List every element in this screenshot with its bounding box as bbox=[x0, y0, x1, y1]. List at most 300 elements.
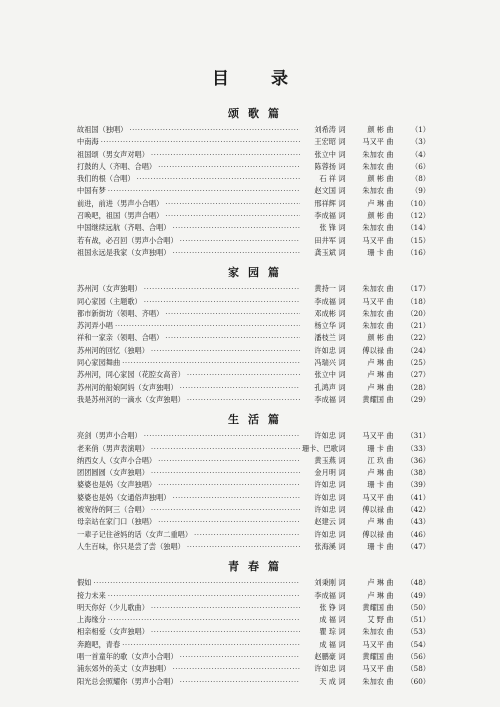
toc-entry[interactable] bbox=[77, 455, 430, 467]
page-number: （18） bbox=[406, 296, 430, 306]
dot-leader bbox=[108, 185, 300, 197]
lyric-label: 词 bbox=[338, 480, 346, 490]
composer-label: 曲 bbox=[386, 480, 394, 490]
composer: 卢 琳 bbox=[367, 358, 384, 368]
lyric-label: 词 bbox=[338, 676, 346, 686]
composer: 马又平 bbox=[362, 431, 384, 441]
dot-leader bbox=[137, 173, 300, 185]
lyric-label: 词 bbox=[338, 443, 346, 453]
dot-leader bbox=[122, 639, 300, 651]
song-title: 阳光总会照耀你（男声小合唱） bbox=[77, 676, 178, 686]
lyric-label: 词 bbox=[338, 505, 346, 515]
toc-section bbox=[77, 106, 430, 259]
song-title: 前进，前进（男声小合唱） bbox=[77, 198, 164, 208]
page-number: （41） bbox=[406, 492, 430, 502]
lyricist: 刘秉刚 bbox=[314, 578, 336, 588]
page-number: （51） bbox=[406, 615, 430, 625]
toc-entry[interactable] bbox=[77, 430, 430, 442]
composer-label: 曲 bbox=[386, 247, 394, 257]
toc-entry[interactable] bbox=[77, 394, 430, 406]
song-title: 中南海 bbox=[77, 137, 99, 147]
dot-leader bbox=[158, 455, 300, 467]
composer-label: 曲 bbox=[386, 370, 394, 380]
dot-leader bbox=[144, 430, 300, 442]
dot-leader bbox=[165, 332, 300, 344]
lyricist: 冯瑞兴 bbox=[314, 358, 336, 368]
toc-entry[interactable] bbox=[77, 149, 430, 161]
dot-leader bbox=[108, 614, 300, 626]
lyricist: 赵建云 bbox=[314, 517, 336, 527]
composer-label: 曲 bbox=[386, 627, 394, 637]
toc-entry[interactable] bbox=[77, 222, 430, 234]
lyricist: 陈蓉扬 bbox=[314, 161, 336, 171]
lyricist: 许如忠 bbox=[314, 664, 336, 674]
composer-label: 曲 bbox=[386, 541, 394, 551]
song-title: 若有战，必召回（男声小合唱） bbox=[77, 235, 178, 245]
composer: 傅以禄 bbox=[362, 529, 384, 539]
composer-label: 曲 bbox=[386, 505, 394, 515]
lyric-label: 词 bbox=[338, 615, 346, 625]
lyric-label: 词 bbox=[338, 651, 346, 661]
composer-label: 曲 bbox=[386, 161, 394, 171]
toc-entry[interactable] bbox=[77, 235, 430, 247]
lyricist: 李成福 bbox=[314, 296, 336, 306]
page-number: （6） bbox=[411, 161, 430, 171]
toc-entry[interactable] bbox=[77, 529, 430, 541]
toc-entry[interactable] bbox=[77, 541, 430, 553]
toc-entry[interactable] bbox=[77, 173, 430, 185]
composer-label: 曲 bbox=[386, 333, 394, 343]
lyric-label: 词 bbox=[338, 161, 346, 171]
composer-label: 曲 bbox=[386, 578, 394, 588]
song-title: 苏州河的回忆（独唱） bbox=[77, 345, 149, 355]
dot-leader bbox=[151, 443, 300, 455]
dot-leader bbox=[108, 590, 300, 602]
toc-entry[interactable] bbox=[77, 504, 430, 516]
composer: 马又平 bbox=[362, 137, 384, 147]
section-heading: 家园篇 bbox=[228, 266, 288, 280]
composer: 卢 琳 bbox=[367, 370, 384, 380]
toc-entry[interactable] bbox=[77, 198, 430, 210]
lyricist: 李成福 bbox=[314, 590, 336, 600]
lyricist: 田井军 bbox=[314, 235, 336, 245]
composer-label: 曲 bbox=[386, 639, 394, 649]
page-number: （27） bbox=[406, 370, 430, 380]
composer: 朱加农 bbox=[362, 627, 384, 637]
composer-label: 曲 bbox=[386, 211, 394, 221]
toc-entry[interactable] bbox=[77, 626, 430, 638]
page-number: （60） bbox=[406, 676, 430, 686]
song-title: 中国有梦 bbox=[77, 186, 106, 196]
dot-leader bbox=[165, 210, 300, 222]
page-number: （15） bbox=[406, 235, 430, 245]
composer: 珊 卡 bbox=[367, 480, 384, 490]
page-number: （9） bbox=[411, 186, 430, 196]
composer: 卢 琳 bbox=[367, 382, 384, 392]
page-number: （46） bbox=[406, 529, 430, 539]
page-number: （31） bbox=[406, 431, 430, 441]
page-number: （38） bbox=[406, 468, 430, 478]
dot-leader bbox=[115, 320, 300, 332]
lyric-label: 词 bbox=[338, 308, 346, 318]
lyric-label: 词 bbox=[338, 639, 346, 649]
composer: 朱加农 bbox=[362, 284, 384, 294]
lyricist: 张 铮 bbox=[319, 602, 336, 612]
lyric-label: 词 bbox=[338, 149, 346, 159]
composer-label: 曲 bbox=[386, 174, 394, 184]
page-number: （14） bbox=[406, 223, 430, 233]
lyric-label: 词 bbox=[338, 602, 346, 612]
toc-entry[interactable] bbox=[77, 161, 430, 173]
dot-leader bbox=[180, 676, 300, 688]
lyric-label: 词 bbox=[338, 137, 346, 147]
lyric-label: 词 bbox=[338, 358, 346, 368]
section-heading: 青春篇 bbox=[228, 560, 288, 574]
lyric-label: 词 bbox=[338, 492, 346, 502]
toc-entry[interactable] bbox=[77, 663, 430, 675]
composer-label: 曲 bbox=[386, 664, 394, 674]
composer: 朱加农 bbox=[362, 308, 384, 318]
lyricist: 石 祥 bbox=[319, 174, 336, 184]
composer: 黄耀国 bbox=[362, 602, 384, 612]
toc-entry[interactable] bbox=[77, 467, 430, 479]
lyric-label: 词 bbox=[338, 541, 346, 551]
lyricist: 金月明 bbox=[314, 468, 336, 478]
dot-leader bbox=[151, 149, 300, 161]
composer: 朱加农 bbox=[362, 676, 384, 686]
toc-entry[interactable] bbox=[77, 320, 430, 332]
lyric-label: 词 bbox=[338, 345, 346, 355]
composer-label: 曲 bbox=[386, 431, 394, 441]
lyric-label: 词 bbox=[338, 664, 346, 674]
composer: 朱加农 bbox=[362, 321, 384, 331]
dot-leader bbox=[172, 247, 300, 259]
dot-leader bbox=[151, 345, 300, 357]
toc-entry[interactable] bbox=[77, 676, 430, 688]
toc-entry[interactable] bbox=[77, 296, 430, 308]
song-title: 假如 bbox=[77, 578, 92, 588]
lyricist: 李成福 bbox=[314, 211, 336, 221]
composer: 珊 卡 bbox=[367, 541, 384, 551]
lyric-label: 词 bbox=[338, 431, 346, 441]
composer: 卢 琳 bbox=[367, 468, 384, 478]
page-title: 目 录 bbox=[212, 69, 306, 89]
composer: 珊 卡 bbox=[367, 247, 384, 257]
toc-entry[interactable] bbox=[77, 185, 430, 197]
lyricist: 许如忠 bbox=[314, 492, 336, 502]
song-title: 祥和一家亲（领唱、合唱） bbox=[77, 333, 164, 343]
lyricist: 潘枝兰 bbox=[314, 333, 336, 343]
lyricist: 许如忠 bbox=[314, 480, 336, 490]
composer: 卢 琳 bbox=[367, 198, 384, 208]
lyric-label: 词 bbox=[338, 529, 346, 539]
lyricist: 黄玉燕 bbox=[314, 455, 336, 465]
lyric-label: 词 bbox=[338, 284, 346, 294]
lyricist: 许如忠 bbox=[314, 505, 336, 515]
lyric-label: 词 bbox=[338, 211, 346, 221]
toc-entry[interactable] bbox=[77, 651, 430, 663]
page-number: （16） bbox=[406, 247, 430, 257]
page-number: （4） bbox=[411, 149, 430, 159]
song-title: 都市新街坊（领唱、齐唱） bbox=[77, 308, 164, 318]
page-number: （50） bbox=[406, 602, 430, 612]
dot-leader bbox=[187, 394, 300, 406]
song-title: 中国继续远航（齐唱、合唱） bbox=[77, 223, 171, 233]
lyricist: 成 福 bbox=[319, 615, 336, 625]
lyricist: 许如忠 bbox=[314, 345, 336, 355]
toc-section bbox=[77, 559, 430, 688]
composer: 朱加农 bbox=[362, 161, 384, 171]
song-title: 上海缘分 bbox=[77, 615, 106, 625]
composer: 傅以禄 bbox=[362, 505, 384, 515]
lyricist: 邢祥辉 bbox=[314, 198, 336, 208]
song-title: 明天你好（少儿歌曲） bbox=[77, 602, 149, 612]
composer-label: 曲 bbox=[386, 186, 394, 196]
dot-leader bbox=[172, 663, 300, 675]
composer: 朱加农 bbox=[362, 223, 384, 233]
toc-entry[interactable] bbox=[77, 382, 430, 394]
toc-entry[interactable] bbox=[77, 369, 430, 381]
song-title: 婆婆也是妈（女声独唱） bbox=[77, 480, 157, 490]
dot-leader bbox=[144, 296, 300, 308]
lyricist: 许如忠 bbox=[314, 529, 336, 539]
dot-leader bbox=[93, 577, 300, 589]
song-title: 团团圆圆（女声独唱） bbox=[77, 468, 149, 478]
toc-entry[interactable] bbox=[77, 124, 430, 136]
page-number: （33） bbox=[406, 443, 430, 453]
song-title: 同心家园（主题歌） bbox=[77, 296, 142, 306]
song-title: 同心家园舞曲 bbox=[77, 358, 121, 368]
dot-leader bbox=[151, 504, 300, 516]
dot-leader bbox=[158, 516, 300, 528]
lyricist: 黄持一 bbox=[314, 284, 336, 294]
dot-leader bbox=[165, 308, 300, 320]
dot-leader bbox=[122, 357, 300, 369]
composer-label: 曲 bbox=[386, 676, 394, 686]
composer-label: 曲 bbox=[386, 529, 394, 539]
lyric-label: 词 bbox=[338, 247, 346, 257]
composer-label: 曲 bbox=[386, 308, 394, 318]
dot-leader bbox=[144, 283, 300, 295]
composer: 朱加农 bbox=[362, 149, 384, 159]
page-number: （47） bbox=[406, 541, 430, 551]
dot-leader bbox=[151, 602, 300, 614]
song-title: 祖国永远是我家（女声独唱） bbox=[77, 247, 171, 257]
toc-entry[interactable] bbox=[77, 283, 430, 295]
song-title: 一辈子记住爸妈的话（女声二重唱） bbox=[77, 529, 193, 539]
composer-label: 曲 bbox=[386, 358, 394, 368]
lyricist: 天 成 bbox=[319, 676, 336, 686]
lyric-label: 词 bbox=[338, 235, 346, 245]
composer-label: 曲 bbox=[386, 517, 394, 527]
composer: 艾 野 bbox=[367, 615, 384, 625]
page-number: （49） bbox=[406, 590, 430, 600]
dot-leader bbox=[158, 161, 300, 173]
page-number: （54） bbox=[406, 639, 430, 649]
composer-label: 曲 bbox=[386, 235, 394, 245]
dot-leader bbox=[194, 529, 300, 541]
toc-entry[interactable] bbox=[77, 357, 430, 369]
composer-label: 曲 bbox=[386, 651, 394, 661]
composer: 珊 卡 bbox=[367, 443, 384, 453]
dot-leader bbox=[187, 541, 300, 553]
toc-list bbox=[77, 100, 430, 688]
dot-leader bbox=[151, 626, 300, 638]
toc-entry[interactable] bbox=[77, 210, 430, 222]
composer-label: 曲 bbox=[386, 455, 394, 465]
lyricist: 赵鹏豪 bbox=[314, 651, 336, 661]
composer-label: 曲 bbox=[386, 590, 394, 600]
lyric-label: 词 bbox=[338, 174, 346, 184]
lyricist: 李成福 bbox=[314, 394, 336, 404]
song-title: 苏州河，同心家园（花腔女高音） bbox=[77, 370, 185, 380]
composer-label: 曲 bbox=[386, 321, 394, 331]
song-title: 苏河弄小唱 bbox=[77, 321, 113, 331]
toc-entry[interactable] bbox=[77, 577, 430, 589]
page-number: （43） bbox=[406, 517, 430, 527]
toc-section bbox=[77, 412, 430, 553]
page-number: （53） bbox=[406, 627, 430, 637]
composer-label: 曲 bbox=[386, 443, 394, 453]
toc-entry[interactable] bbox=[77, 479, 430, 491]
composer: 颜 彬 bbox=[367, 174, 384, 184]
toc-entry[interactable] bbox=[77, 247, 430, 259]
dot-leader bbox=[187, 369, 300, 381]
composer-label: 曲 bbox=[386, 137, 394, 147]
composer: 黄耀国 bbox=[362, 394, 384, 404]
composer-label: 曲 bbox=[386, 296, 394, 306]
page-number: （17） bbox=[406, 284, 430, 294]
lyricist: 张海溪 bbox=[314, 541, 336, 551]
dot-leader bbox=[180, 382, 300, 394]
song-title: 唱一首童年的歌（女声小合唱） bbox=[77, 651, 178, 661]
lyric-label: 词 bbox=[338, 198, 346, 208]
composer: 马又平 bbox=[362, 235, 384, 245]
dot-leader bbox=[129, 124, 300, 136]
composer: 颜 彬 bbox=[367, 125, 384, 134]
toc-entry[interactable] bbox=[77, 614, 430, 626]
page-number: （22） bbox=[406, 333, 430, 343]
song-title: 相亲相爱（女声独唱） bbox=[77, 627, 149, 637]
toc-entry[interactable] bbox=[77, 345, 430, 357]
song-title: 奔跑吧，青春 bbox=[77, 639, 121, 649]
composer-label: 曲 bbox=[386, 125, 394, 134]
dot-leader bbox=[151, 467, 300, 479]
composer-label: 曲 bbox=[386, 345, 394, 355]
page-number: （25） bbox=[406, 358, 430, 368]
song-title: 苏州河（女声独唱） bbox=[77, 284, 142, 294]
lyricist: 许如忠 bbox=[314, 431, 336, 441]
lyricist: 张立中 bbox=[314, 370, 336, 380]
lyric-label: 词 bbox=[338, 186, 346, 196]
song-title: 接力未来 bbox=[77, 590, 106, 600]
lyric-label: 词 bbox=[338, 223, 346, 233]
dot-leader bbox=[180, 235, 300, 247]
composer-label: 曲 bbox=[386, 602, 394, 612]
lyric-label: 词 bbox=[338, 468, 346, 478]
lyricist: 张立中 bbox=[314, 149, 336, 159]
composer: 卢 琳 bbox=[367, 578, 384, 588]
toc-entry[interactable] bbox=[77, 602, 430, 614]
page-number: （1） bbox=[411, 125, 430, 134]
composer: 傅以禄 bbox=[362, 345, 384, 355]
page-number: （10） bbox=[406, 198, 430, 208]
song-title: 母亲站在家门口（独唱） bbox=[77, 517, 157, 527]
lyricist: 张 锋 bbox=[319, 223, 336, 233]
composer-label: 曲 bbox=[386, 468, 394, 478]
song-title: 我是苏州河的一滴水（女声独唱） bbox=[77, 394, 185, 404]
toc-entry[interactable] bbox=[77, 308, 430, 320]
composer-label: 曲 bbox=[386, 198, 394, 208]
toc-entry[interactable] bbox=[77, 639, 430, 651]
lyric-label: 词 bbox=[338, 333, 346, 343]
lyricist: 珊卡、巴歌 bbox=[302, 443, 338, 453]
composer: 江 玖 bbox=[367, 455, 384, 465]
page-number: （24） bbox=[406, 345, 430, 355]
composer: 马又平 bbox=[362, 296, 384, 306]
composer: 马又平 bbox=[362, 639, 384, 649]
lyric-label: 词 bbox=[338, 590, 346, 600]
toc-entry[interactable] bbox=[77, 590, 430, 602]
song-title: 我们的根（合唱） bbox=[77, 174, 135, 184]
page-number: （20） bbox=[406, 308, 430, 318]
song-title: 浦东郊外的美丈（女声独唱） bbox=[77, 664, 171, 674]
page-number: （3） bbox=[411, 137, 430, 147]
page-number: （8） bbox=[411, 174, 430, 184]
song-title: 故祖国（独唱） bbox=[77, 125, 128, 134]
song-title: 亮剑（男声小合唱） bbox=[77, 431, 142, 441]
composer: 朱加农 bbox=[362, 186, 384, 196]
lyric-label: 词 bbox=[338, 296, 346, 306]
page-number: （56） bbox=[406, 651, 430, 661]
dot-leader bbox=[180, 651, 300, 663]
lyricist: 孔鸿声 bbox=[314, 382, 336, 392]
lyricist: 龚玉斌 bbox=[314, 247, 336, 257]
composer: 卢 琳 bbox=[367, 517, 384, 527]
toc-entry[interactable] bbox=[77, 332, 430, 344]
lyric-label: 词 bbox=[338, 627, 346, 637]
page-number: （58） bbox=[406, 664, 430, 674]
dot-leader bbox=[165, 198, 300, 210]
song-title: 召唤吧，祖国（男声合唱） bbox=[77, 211, 164, 221]
page-number: （29） bbox=[406, 394, 430, 404]
toc-entry[interactable] bbox=[77, 443, 430, 455]
toc-entry[interactable] bbox=[77, 492, 430, 504]
dot-leader bbox=[172, 492, 300, 504]
lyric-label: 词 bbox=[338, 321, 346, 331]
lyricist: 赵文国 bbox=[314, 186, 336, 196]
section-heading: 颂歌篇 bbox=[228, 107, 288, 120]
lyric-label: 词 bbox=[338, 125, 346, 134]
lyricist: 瞿 琮 bbox=[319, 627, 336, 637]
composer: 马又平 bbox=[362, 664, 384, 674]
section-heading: 生活篇 bbox=[228, 413, 288, 427]
composer: 颜 彬 bbox=[367, 211, 384, 221]
toc-section bbox=[77, 265, 430, 406]
song-title: 老来俏（男声表演唱） bbox=[77, 443, 149, 453]
composer-label: 曲 bbox=[386, 149, 394, 159]
composer-label: 曲 bbox=[386, 394, 394, 404]
toc-entry[interactable] bbox=[77, 136, 430, 148]
composer-label: 曲 bbox=[386, 382, 394, 392]
composer-label: 曲 bbox=[386, 284, 394, 294]
lyricist: 刘希涛 bbox=[314, 125, 336, 134]
lyric-label: 词 bbox=[338, 578, 346, 588]
song-title: 祖国颂（男女声对唱） bbox=[77, 149, 149, 159]
toc-entry[interactable] bbox=[77, 516, 430, 528]
composer-label: 曲 bbox=[386, 223, 394, 233]
song-title: 打鼓的人（齐唱、合唱） bbox=[77, 161, 157, 171]
